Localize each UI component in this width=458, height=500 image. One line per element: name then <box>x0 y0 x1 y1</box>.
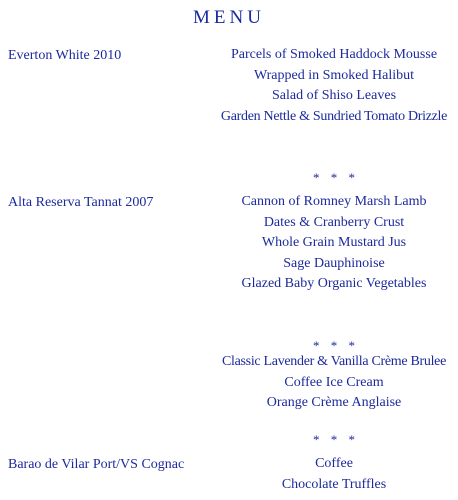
dish-item: Sage Dauphinoise <box>283 255 385 271</box>
dish-item: Chocolate Truffles <box>281 476 387 492</box>
dish-item: Whole Grain Mustard Jus <box>261 235 407 250</box>
wine-pairing: Barao de Vilar Port/VS Cognac <box>8 457 185 472</box>
course-list <box>204 192 458 295</box>
dish-item: Dates & Cranberry Crust <box>263 214 405 230</box>
course-divider: * * * <box>313 338 355 353</box>
dish-item: Coffee <box>315 456 353 471</box>
dish-item: Classic Lavender & Vanilla Crème Brulee <box>221 354 447 369</box>
dish-item: Wrapped in Smoked Halibut <box>253 67 414 83</box>
dish-item: Glazed Baby Organic Vegetables <box>241 276 427 291</box>
course-divider: * * * <box>313 170 355 185</box>
dish-item: Salad of Shiso Leaves <box>271 88 397 103</box>
course-divider: * * * <box>313 432 355 447</box>
dish-item: Orange Crème Anglaise <box>266 395 402 410</box>
dish-item: Garden Nettle & Sundried Tomato Drizzle <box>220 108 448 124</box>
wine-pairing: Alta Reserva Tannat 2007 <box>8 195 154 210</box>
course-list <box>204 352 458 414</box>
menu-title: MENU <box>193 7 265 28</box>
dish-item: Coffee Ice Cream <box>284 374 384 390</box>
course-list <box>204 454 458 495</box>
dish-item: Cannon of Romney Marsh Lamb <box>241 194 427 209</box>
dish-item: Parcels of Smoked Haddock Mousse <box>230 47 438 62</box>
wine-pairing: Everton White 2010 <box>8 48 122 63</box>
course-list <box>204 45 458 127</box>
